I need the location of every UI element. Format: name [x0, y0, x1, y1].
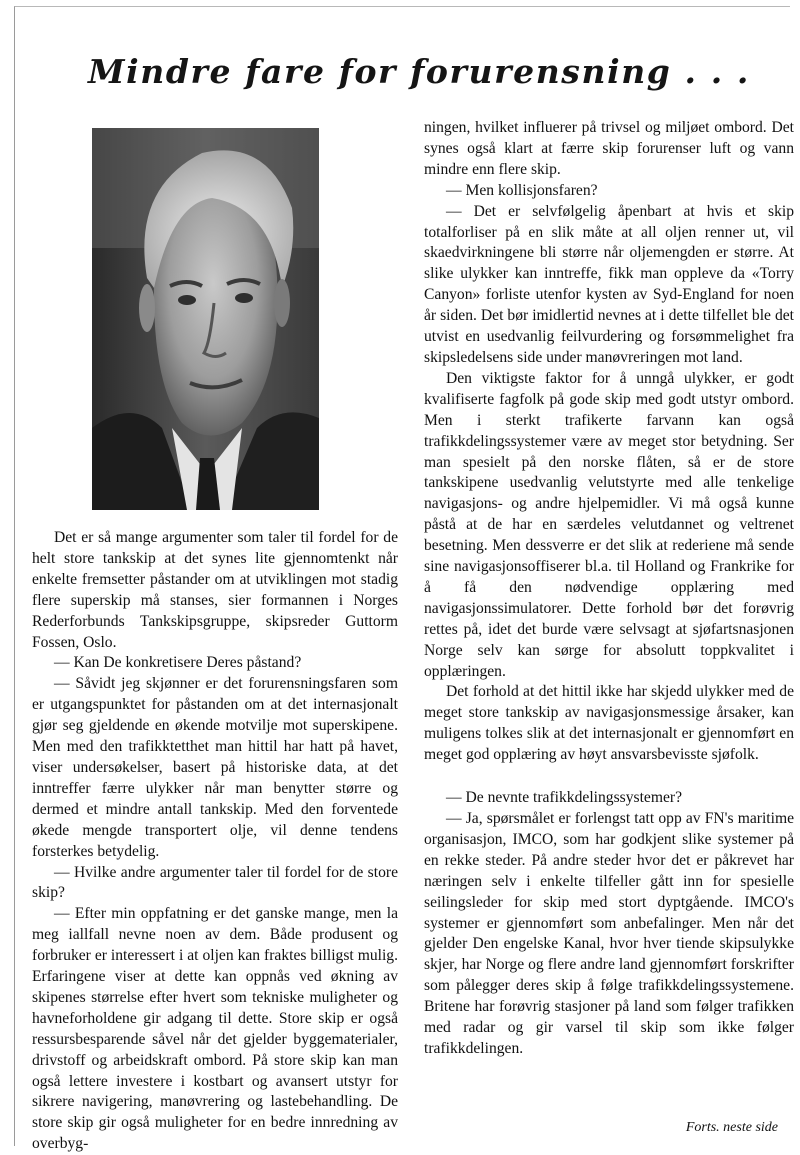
paragraph-question-4: — De nevnte trafikkdelingssystemer?	[446, 789, 683, 807]
paragraph-answer-3b: Den viktigste faktor for å unngå ulykker, er godt kvalifiserte fagfolk på gode skip med godt utstyr ombord. Men i sterkt trafikerte farvann kan også trafikkdelingssystemer være av meget stor betydning. Ser man spesielt på den norske flåten, så er de store tankskipene usedvanlig velutstyrte med alle tenkelige navigasjons- og andre hjelpemidler. Vi må også kunne påstå at de har en særdeles velutdannet og veltrenet besetning. Men dessverre er det slik at rederiene må sende sine navigasjonsoffiserer bl.a. til Holland og Frankrike for å få den nødvendige opplæring med navigasjonssimulatorer. Dette forhold bør det forøvrig rettes på, idet det burde være selvsagt at sjøfartsnasjonen Norge selv kan sørge for absolutt toppkvalitet i opplæringen.	[424, 369, 794, 680]
paragraph-answer-3: — Det er selvfølgelig åpenbart at hvis et skip totalforliser på en slik måte at all oljen renner ut, vil skaedvirkningene bli større når oljemengden er større. At slike ulykker kan inntreffe, fikk man oppleve da «Torry Canyon» forliste utenfor kysten av Syd-England for noen år siden. Det bør imidlertid nevnes at i dette tilfellet ble det utvist en usedvanlig feilvurdering og forsømmelighet fra skipsledelsens side under manøvreringen mot land.	[424, 202, 794, 366]
left-column	[32, 528, 398, 1155]
headline: Mindre fare for forurensning . . .	[88, 52, 750, 91]
paragraph-answer-1: — Såvidt jeg skjønner er det forurensningsfaren som er utgangspunktet for påstanden om at det internasjonalt gjør seg gjeldende en økende motvilje mot superskipene. Men med den trafikktetthet man hittil har hatt på havet, viser undersøkelser, basert på historiske data, at det inntreffer færre ulykker når man benytter større og dermed et mindre antall tankskip. Med den forventede økede mengde transportert olje, vil denne tendens forsterkes betydelig.	[32, 675, 398, 860]
paragraph-intro: Det er så mange argumenter som taler til fordel for de helt store tankskip at det synes lite gjennomtenkt når enkelte fremsetter påstander om at utviklingen mot stadig flere superskip må stanses, sier formannen i Norges Rederforbunds Tankskipsgruppe, skipsreder Guttorm Fossen, Oslo.	[32, 529, 398, 651]
portrait-photo	[92, 128, 319, 510]
continued-next-page: Forts. neste side	[685, 1120, 778, 1135]
paragraph-answer-3c: Det forhold at det hittil ikke har skjedd ulykker med de meget store tankskip av navigasjonsmessige årsaker, kan muligens tolkes slik at det internasjonalt er gjennomført en meget god opplæring av høyt ansvarsbevisste sjøfolk.	[424, 683, 794, 764]
paragraph-answer-2: — Efter min oppfatning er det ganske mange, men la meg iallfall nevne noen av dem. Både produsent og forbruker er interessert i at oljen kan fraktes billigst mulig. Erfaringene viser at dette kan oppnås ved økning av skipenes størrelse efter hvert som tekniske muligheter og havneforholdene gir adgang til dette. Store skip er også ressursbesparende såvel når det gjelder byggematerialer, drivstoff og arbeidskraft ombord. På store skip kan man også lettere investere i kostbart og avansert utstyr for sikrere navigering, manøvrering og lastebehandling. De store skip gir også muligheter for en bedre innredning av overbyg-	[32, 905, 398, 1153]
right-column	[424, 118, 794, 1060]
paragraph-question-2: — Hvilke andre argumenter taler til fordel for de store skip?	[32, 863, 398, 902]
paragraph-question-1: — Kan De konkretisere Deres påstand?	[54, 654, 302, 672]
paragraph-continuation: ningen, hvilket influerer på trivsel og miljøet ombord. Det synes også klart at færre skip forurenser luft og vann mindre enn flere skip.	[424, 119, 794, 178]
paragraph-answer-4: — Ja, spørsmålet er forlengst tatt opp av FN's maritime organisasjon, IMCO, som har godkjent slike systemer på en rekke steder. På andre steder hvor det er påkrevet har næringen selv i enkelte tilfeller gått inn for spesielle seilingsleder for skip med stort dyptgående. IMCO's systemer er gjennomført som anbefalinger. Men når det gjelder Den engelske Kanal, hvor hver tiende skipsulykke skjer, har Norge og flere andre land gjennomført forskrifter som pålegger deres skip å følge trafikkdelingssystemene. Britene har forøvrig stasjoner på land som følger trafikken med radar og gir varsel til skip som ikke følger trafikkdelingen.	[424, 810, 794, 1057]
paragraph-question-3: — Men kollisjonsfaren?	[446, 181, 598, 199]
